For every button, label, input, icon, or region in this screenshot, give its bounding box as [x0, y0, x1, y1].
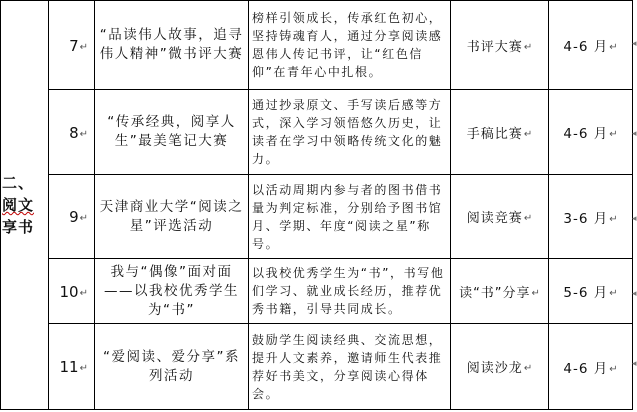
activity-form: 阅读沙龙 — [466, 361, 523, 376]
paragraph-mark-icon: ↵ — [609, 288, 618, 299]
table-row — [1, 259, 633, 324]
paragraph-mark-icon: ↵ — [79, 363, 88, 374]
activity-description: 鼓励学生阅读经典、交流思想，提升人文素养，邀请师生代表推荐好书美文，分享阅读心得体会。 — [252, 332, 443, 401]
activity-form: 书评大赛 — [466, 39, 523, 55]
category-line-2: 阅文 — [2, 196, 35, 214]
paragraph-mark-icon: ↵ — [523, 41, 533, 53]
activity-name-cell — [95, 1, 249, 90]
paragraph-mark-icon: ↵ — [609, 213, 618, 225]
activity-name: “爱阅读、爱分享”系列活动 — [103, 348, 240, 384]
paragraph-mark-icon: ↵ — [531, 287, 540, 299]
row-number-cell — [49, 324, 95, 410]
activity-description: 以我校优秀学生为“书”，书写他们学习、就业成长经历，推荐优秀书籍，引导共同成长。 — [252, 266, 445, 316]
row-end-marker: ◂ — [632, 214, 637, 224]
activity-time-cell — [549, 324, 633, 410]
paragraph-mark-icon: ↵ — [79, 128, 88, 140]
activity-time-cell — [549, 1, 633, 90]
category-cell — [1, 1, 49, 410]
activity-desc-cell — [249, 1, 451, 90]
activity-form: 手稿比赛 — [466, 126, 523, 142]
activity-time: 3-6 月 — [563, 210, 609, 227]
activity-form-cell — [451, 259, 549, 324]
paragraph-mark-icon: ↵ — [79, 287, 88, 299]
row-number-cell — [49, 175, 95, 259]
activity-time: 4-6 月 — [563, 360, 609, 377]
paragraph-mark-icon: ↵ — [609, 363, 618, 375]
paragraph-mark-icon: ↵ — [79, 213, 88, 224]
row-number-cell — [49, 1, 95, 90]
row-number: 11 — [59, 358, 79, 376]
activity-name: “品读伟人故事，追寻伟人精神”微书评大赛 — [99, 27, 244, 62]
activity-form: 读“书”分享 — [459, 285, 531, 301]
table-row — [1, 175, 633, 259]
row-number-cell — [49, 90, 95, 175]
paragraph-mark-icon: ↵ — [523, 213, 533, 224]
activity-form-cell — [451, 1, 549, 90]
paragraph-mark-icon: ↵ — [523, 128, 533, 140]
activity-desc-cell — [249, 175, 451, 259]
activity-name: 我与“偶像”面对面——以我校优秀学生为“书” — [104, 263, 239, 318]
activity-name-cell — [95, 259, 249, 324]
activity-name: “传承经典，阅享人生”最美笔记大赛 — [107, 114, 236, 149]
row-end-marker: ◂ — [632, 289, 637, 299]
activity-form-cell — [451, 324, 549, 410]
activity-time-cell — [549, 90, 633, 175]
paragraph-mark-icon: ↵ — [79, 41, 88, 53]
paragraph-mark-icon: ↵ — [523, 363, 533, 374]
category-label — [2, 172, 48, 238]
activity-form-cell — [451, 90, 549, 175]
row-end-marker: ◂ — [632, 39, 637, 49]
activity-name: 天津商业大学“阅读之星”评选活动 — [99, 198, 244, 234]
paragraph-mark-icon: ↵ — [609, 129, 618, 140]
activity-time-cell — [549, 259, 633, 324]
row-end-marker: ◂ — [632, 129, 637, 139]
activity-time: 4-6 月 — [563, 39, 609, 55]
activity-description: 通过抄录原文、手写读后感等方式，深入学习领悟悠久历史，让读者在学习中领略传统文化的魅力。 — [252, 98, 443, 166]
activity-name-cell — [95, 175, 249, 259]
row-number: 7 — [69, 36, 79, 55]
table-row — [1, 90, 633, 175]
row-number: 10 — [59, 282, 79, 301]
row-number-cell — [49, 259, 95, 324]
activity-name-cell — [95, 90, 249, 175]
row-number: 8 — [69, 123, 79, 142]
paragraph-mark-icon: ↵ — [609, 42, 618, 53]
activity-desc-cell — [249, 259, 451, 324]
activity-time: 4-6 月 — [563, 126, 609, 142]
activity-form: 阅读竞赛 — [466, 211, 523, 226]
row-number: 9 — [69, 208, 79, 226]
activity-description: 以活动周期内参与者的图书借书量为判定标准，分别给予图书馆月、学期、年度“阅读之星”称号。 — [252, 182, 443, 251]
activity-time-cell — [549, 175, 633, 259]
table-row — [1, 324, 633, 410]
activity-time: 5-6 月 — [563, 285, 609, 301]
activity-desc-cell — [249, 324, 451, 410]
activity-desc-cell — [249, 90, 451, 175]
activity-description: 榜样引领成长，传承红色初心，坚持铸魂育人，通过分享阅读感恩伟人传记书评，让“红色信仰”在青年心中扎根。 — [252, 11, 443, 79]
table-row — [1, 1, 633, 90]
category-line-3: 享书 — [2, 218, 35, 236]
category-line-1: 二、 — [2, 174, 35, 192]
row-end-marker: ◂ — [632, 359, 637, 369]
activity-name-cell — [95, 324, 249, 410]
activity-form-cell — [451, 175, 549, 259]
